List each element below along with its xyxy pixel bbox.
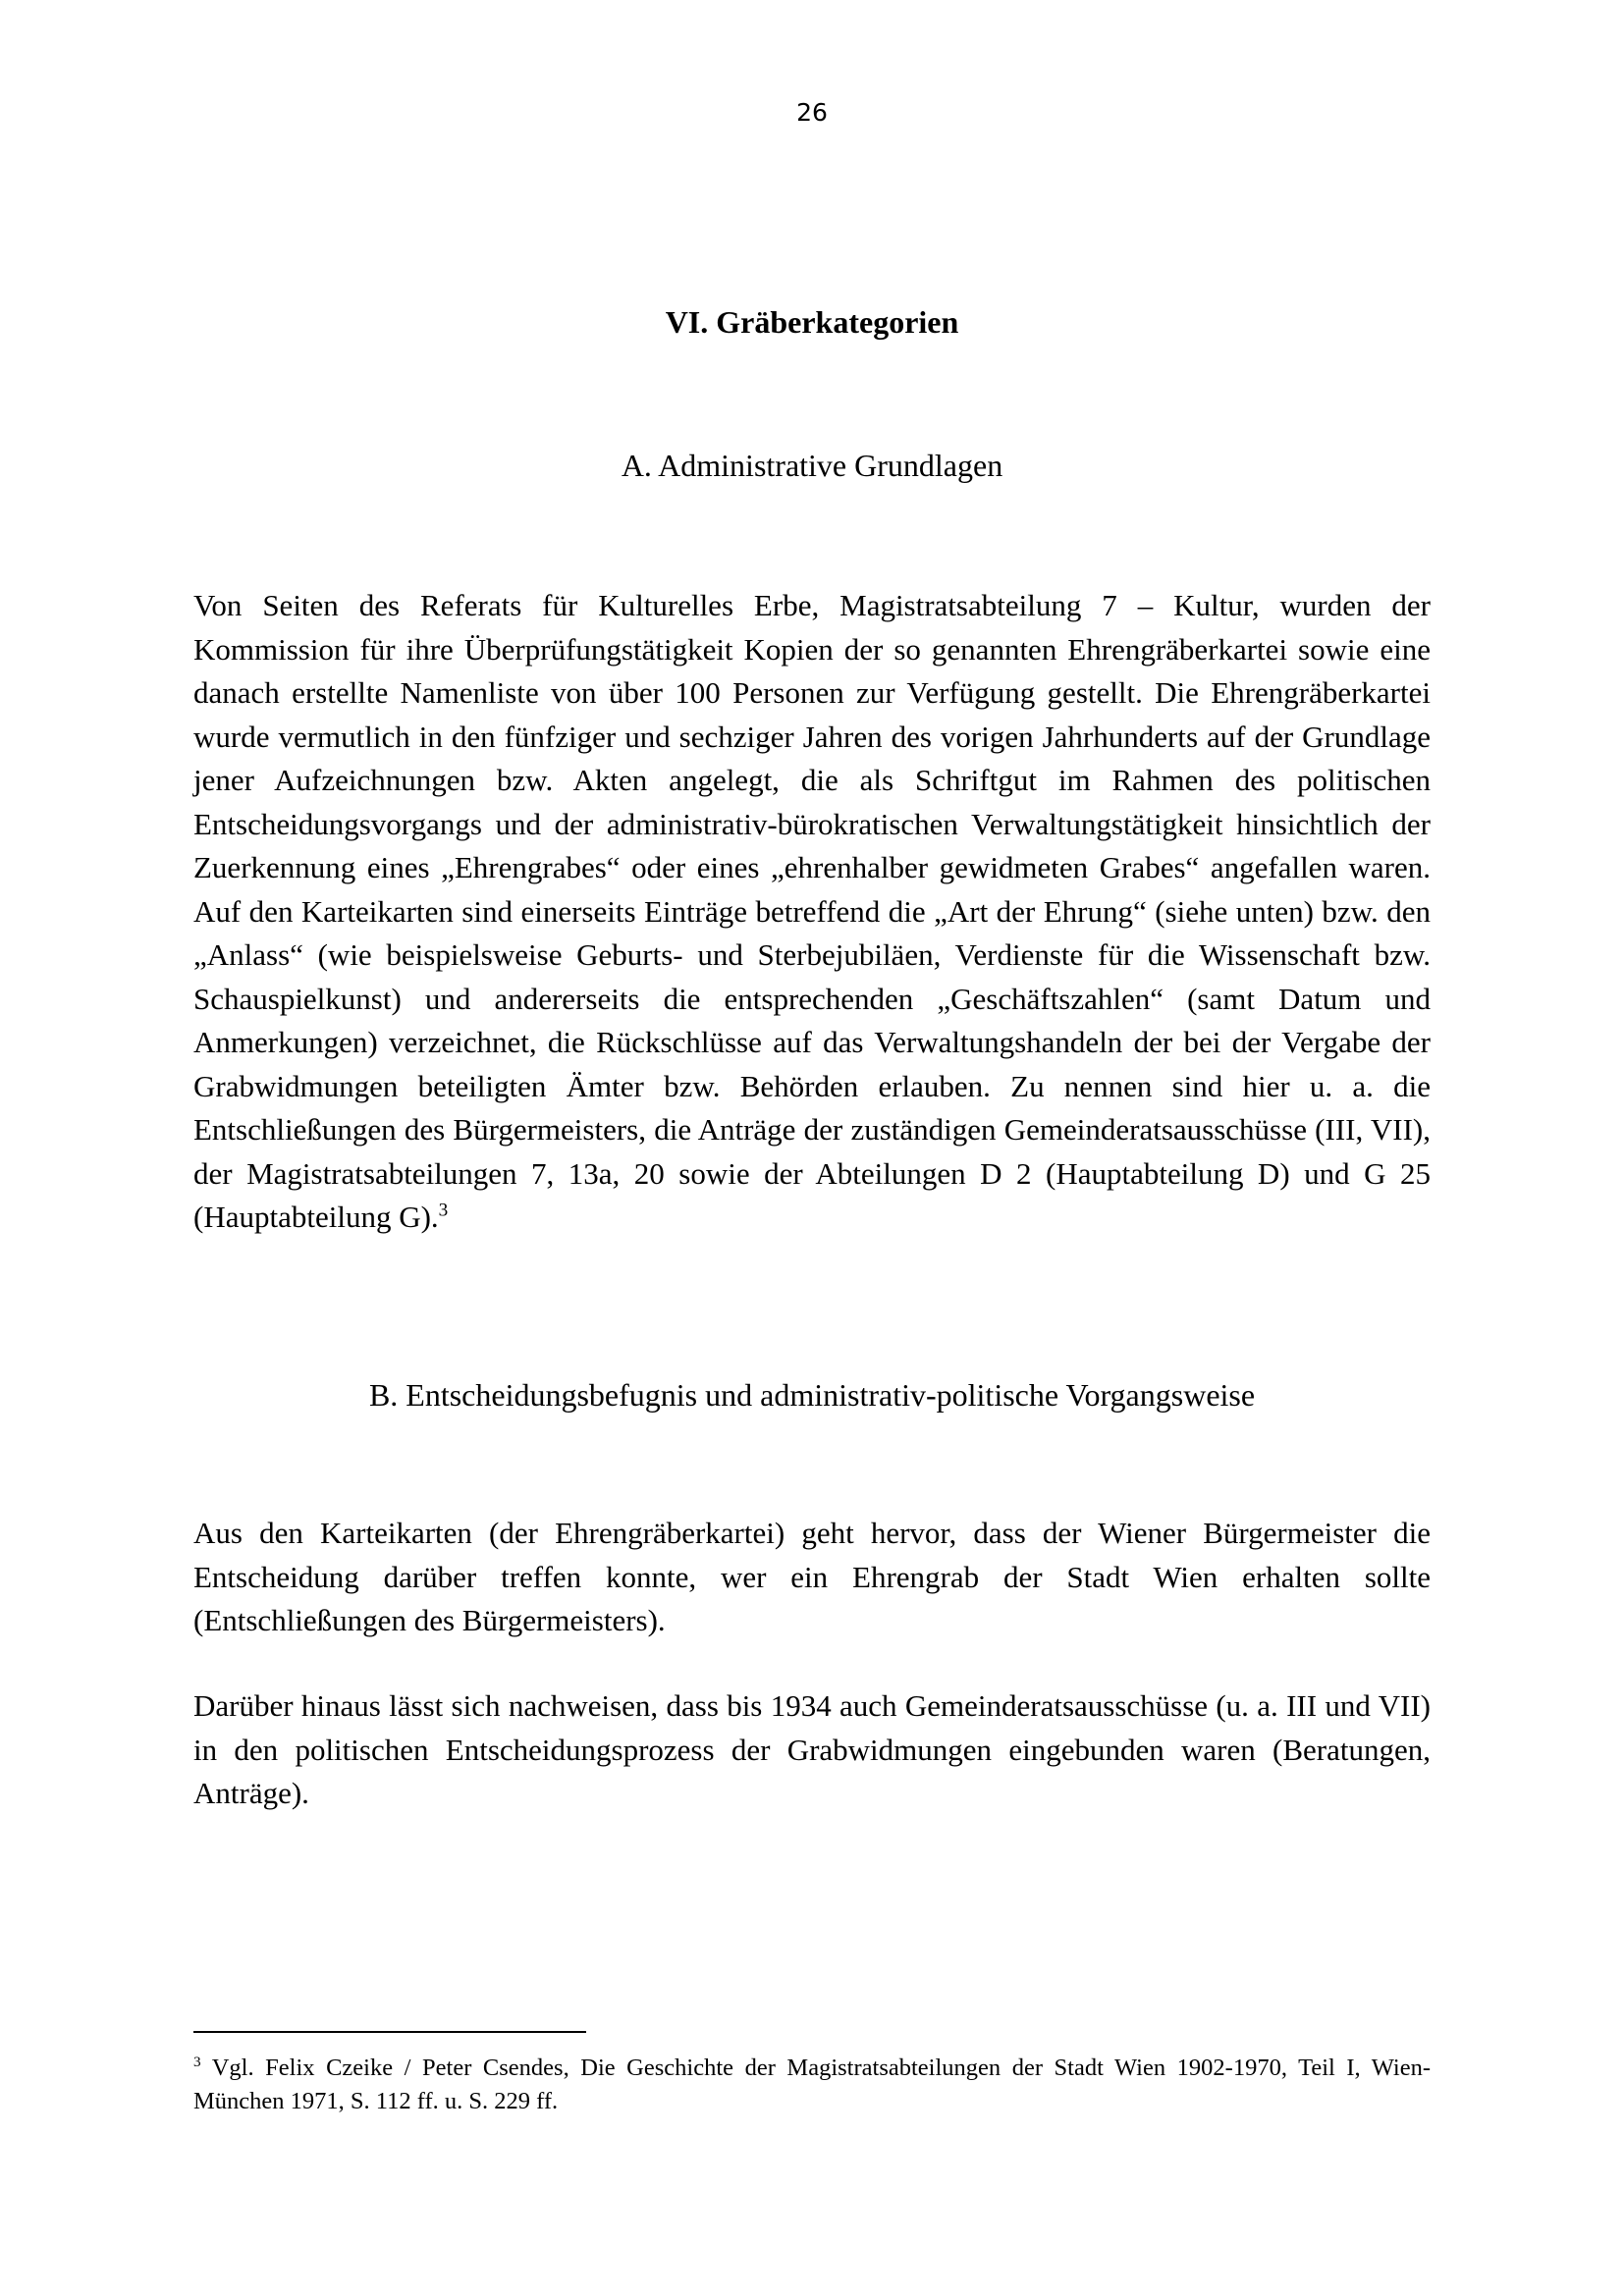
section-b-title: B. Entscheidungsbefugnis und administrativ-politische Vorgangsweise xyxy=(368,1377,1256,1413)
section-a-title: A. Administrative Grundlagen xyxy=(621,448,1003,483)
page-number: 26 xyxy=(796,98,828,127)
footnote-text: Vgl. Felix Czeike / Peter Csendes, Die Geschichte der Magistratsabteilungen der Stadt Wien 1902-1970, Teil I, Wien-München 1971, S. 112 ff. u. S. 229 ff. xyxy=(193,2055,1431,2114)
footnote-separator xyxy=(193,2031,586,2033)
footnote-reference: 3 xyxy=(438,1200,449,1221)
section-b-paragraph-2: Darüber hinaus lässt sich nachweisen, dass bis 1934 auch Gemeinderatsausschüsse (u. a. III und VII) in den politischen Entscheidungsprozess der Grabwidmungen eingebunden waren (Beratungen, Anträge). xyxy=(193,1688,1431,1810)
section-a-paragraph xyxy=(193,584,1431,1240)
footnote-number: 3 xyxy=(193,2053,201,2070)
section-b-paragraph-1: Aus den Karteikarten (der Ehrengräberkartei) geht hervor, dass der Wiener Bürgermeister die Entscheidung darüber treffen konnte, wer ein Ehrengrab der Stadt Wien erhalten sollte (Entschließungen des Bürgermeisters). xyxy=(193,1516,1431,1637)
footnote xyxy=(193,2052,1431,2118)
chapter-title: VI. Gräberkategorien xyxy=(665,304,959,340)
section-a-paragraph-text: Von Seiten des Referats für Kulturelles Erbe, Magistratsabteilung 7 – Kultur, wurden der Kommission für ihre Überprüfungstätigkeit Kopien der so genannten Ehrengräberkartei sowie eine danach erstellte Namenliste von über 100 Personen zur Verfügung gestellt. Die Ehrengräberkartei wurde vermutlich in den fünfziger und sechziger Jahren des vorigen Jahrhunderts auf der Grundlage jener Aufzeichnungen bzw. Akten angelegt, die als Schriftgut im Rahmen des politischen Entscheidungsvorgangs und der administrativ-bürokratischen Verwaltungstätigkeit hinsichtlich der Zuerkennung eines „Ehrengrabes“ oder eines „ehrenhalber gewidmeten Grabes“ angefallen waren. Auf den Karteikarten sind einerseits Einträge betreffend die „Art der Ehrung“ (siehe unten) bzw. den „Anlass“ (wie beispielsweise Geburts- und Sterbejubiläen, Verdienste für die Wissenschaft bzw. Schauspielkunst) und andererseits die entsprechenden „Geschäftszahlen“ (samt Datum und Anmerkungen) verzeichnet, die Rückschlüsse auf das Verwaltungshandeln der bei der Vergabe der Grabwidmungen beteiligten Ämter bzw. Behörden erlauben. Zu nennen sind hier u. a. die Entschließungen des Bürgermeisters, die Anträge der zuständigen Gemeinderatsausschüsse (III, VII), der Magistratsabteilungen 7, 13a, 20 sowie der Abteilungen D 2 (Hauptabteilung D) und G 25 (Hauptabteilung G). xyxy=(193,588,1431,1234)
